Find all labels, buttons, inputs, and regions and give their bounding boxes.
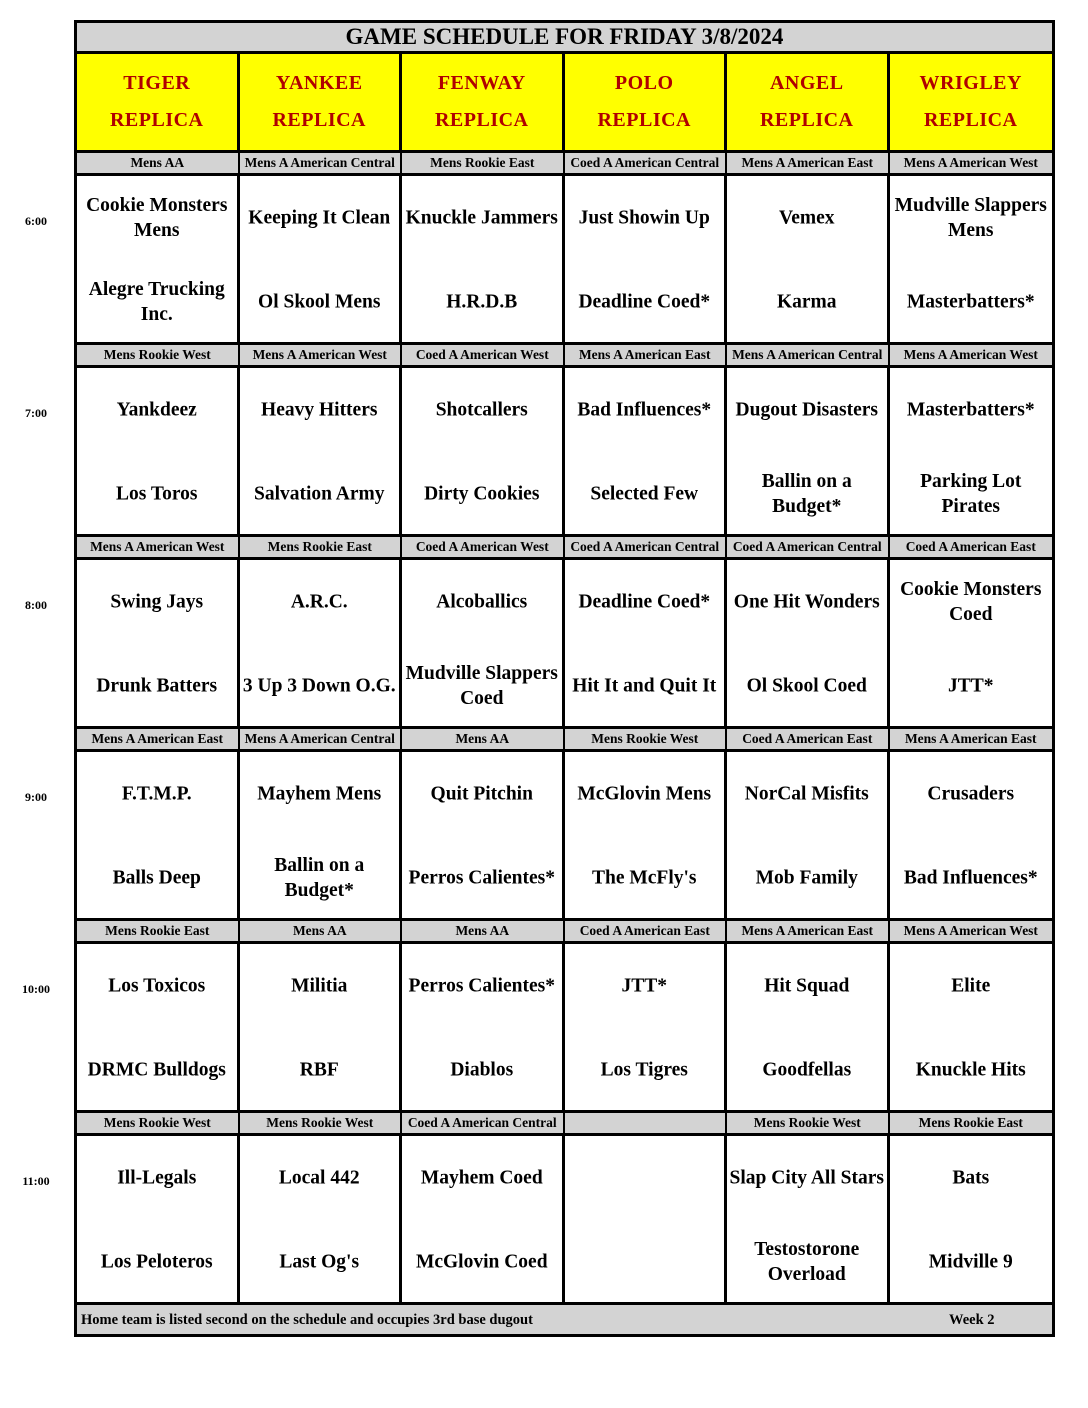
field-type: REPLICA xyxy=(597,109,691,131)
division-label: Mens Rookie East xyxy=(402,153,565,173)
away-team: Mayhem Coed xyxy=(420,1167,543,1189)
home-team: Deadline Coed* xyxy=(578,291,711,313)
home-team: Parking Lot Pirates xyxy=(920,471,1022,517)
away-team: Bad Influences* xyxy=(577,399,712,421)
home-team: Goodfellas xyxy=(762,1059,852,1081)
home-team: Los Tigres xyxy=(600,1059,688,1081)
away-team: F.T.M.P. xyxy=(121,783,192,805)
division-label: Mens A American Central xyxy=(240,729,403,749)
game-cell xyxy=(565,176,728,342)
division-label: Coed A American Central xyxy=(402,1113,565,1133)
division-label: Mens Rookie East xyxy=(77,921,240,941)
division-label: Mens Rookie East xyxy=(240,537,403,557)
game-cell xyxy=(565,560,728,726)
game-cell xyxy=(77,752,240,918)
home-team: Hit It and Quit It xyxy=(572,675,717,697)
division-label: Mens A American East xyxy=(727,921,890,941)
home-team: Los Peloteros xyxy=(100,1251,213,1273)
home-team: Drunk Batters xyxy=(96,675,218,697)
field-name: WRIGLEY xyxy=(919,72,1022,94)
away-team: Alcoballics xyxy=(436,591,528,613)
home-team: Diablos xyxy=(450,1059,514,1081)
away-team: A.R.C. xyxy=(290,591,348,613)
division-label xyxy=(565,1113,728,1133)
division-label: Mens AA xyxy=(402,729,565,749)
field-header-angel xyxy=(727,54,890,150)
away-team: Masterbatters* xyxy=(906,399,1035,421)
time-label: 7:00 xyxy=(25,406,47,420)
division-row xyxy=(74,729,1055,752)
division-label: Mens A American East xyxy=(890,729,1053,749)
time-label: 10:00 xyxy=(22,982,50,996)
home-team: Karma xyxy=(776,291,837,313)
division-row xyxy=(74,345,1055,368)
game-cell xyxy=(240,752,403,918)
division-label: Coed A American Central xyxy=(565,537,728,557)
game-cell xyxy=(402,176,565,342)
schedule-title: GAME SCHEDULE FOR FRIDAY 3/8/2024 xyxy=(74,20,1055,54)
game-cell xyxy=(890,752,1053,918)
home-team: Alegre Trucking Inc. xyxy=(88,279,225,325)
division-label: Mens AA xyxy=(402,921,565,941)
division-label: Mens A American West xyxy=(890,921,1053,941)
division-row xyxy=(74,537,1055,560)
game-cell xyxy=(727,560,890,726)
home-team: Los Toros xyxy=(116,483,198,505)
field-type: REPLICA xyxy=(109,109,204,131)
away-team: NorCal Misfits xyxy=(744,783,869,805)
division-label: Mens A American Central xyxy=(240,153,403,173)
field-name: ANGEL xyxy=(769,72,844,94)
division-label: Mens A American East xyxy=(565,345,728,365)
game-cell xyxy=(727,752,890,918)
game-cell xyxy=(890,944,1053,1110)
home-team: Dirty Cookies xyxy=(424,483,540,505)
field-header-row xyxy=(74,54,1055,153)
game-cell xyxy=(402,560,565,726)
field-header-tiger xyxy=(77,54,240,150)
game-cell xyxy=(402,752,565,918)
away-team: Knuckle Jammers xyxy=(405,207,558,229)
time-label: 9:00 xyxy=(25,790,47,804)
home-team: Testostorone Overload xyxy=(754,1239,860,1285)
away-team: Cookie Monsters Coed xyxy=(900,579,1042,625)
away-team: Militia xyxy=(291,975,348,997)
game-cell xyxy=(890,1136,1053,1302)
away-team: Bats xyxy=(952,1167,990,1189)
field-name: FENWAY xyxy=(437,72,526,94)
game-cell xyxy=(890,560,1053,726)
division-label: Mens Rookie West xyxy=(727,1113,890,1133)
away-team: Shotcallers xyxy=(435,399,528,421)
game-cell xyxy=(890,368,1053,534)
game-cell xyxy=(77,944,240,1110)
home-team: Ballin on a Budget* xyxy=(274,855,365,901)
game-cell xyxy=(565,752,728,918)
field-type: REPLICA xyxy=(923,109,1018,131)
field-header-fenway xyxy=(402,54,565,150)
game-cell xyxy=(727,944,890,1110)
away-team: JTT* xyxy=(621,975,667,997)
game-cell xyxy=(77,368,240,534)
division-label: Coed A American East xyxy=(727,729,890,749)
time-slots xyxy=(74,153,1055,1305)
division-label: Mens A American Central xyxy=(727,345,890,365)
away-team: Dugout Disasters xyxy=(735,399,878,421)
division-label: Coed A American East xyxy=(890,537,1053,557)
field-type: REPLICA xyxy=(759,109,854,131)
away-team: One Hit Wonders xyxy=(733,591,880,613)
division-label: Mens AA xyxy=(240,921,403,941)
away-team: Deadline Coed* xyxy=(578,591,711,613)
game-cell xyxy=(402,944,565,1110)
home-team: DRMC Bulldogs xyxy=(87,1059,226,1081)
home-team: Mob Family xyxy=(755,867,858,889)
field-header-wrigley xyxy=(890,54,1053,150)
time-label: 8:00 xyxy=(25,598,47,612)
week-label: Week 2 xyxy=(949,1312,995,1328)
home-team: McGlovin Coed xyxy=(415,1251,548,1273)
home-team: Last Og's xyxy=(279,1251,360,1273)
game-row xyxy=(74,752,1055,921)
game-cell xyxy=(240,1136,403,1302)
away-team: Slap City All Stars xyxy=(729,1167,884,1189)
game-cell xyxy=(240,560,403,726)
division-label: Mens A American West xyxy=(890,153,1053,173)
away-team: Mudville Slappers Mens xyxy=(894,195,1047,241)
away-team: Ill-Legals xyxy=(117,1167,197,1189)
home-team: Selected Few xyxy=(590,483,699,505)
home-team: Ol Skool Mens xyxy=(258,291,381,313)
away-team: Vemex xyxy=(778,207,835,229)
division-row xyxy=(74,921,1055,944)
field-header-polo xyxy=(565,54,728,150)
division-label: Mens Rookie East xyxy=(890,1113,1053,1133)
division-label: Mens Rookie West xyxy=(77,1113,240,1133)
game-row xyxy=(74,944,1055,1113)
away-team: Swing Jays xyxy=(110,591,204,613)
game-cell xyxy=(402,368,565,534)
game-cell xyxy=(77,176,240,342)
home-team: Ol Skool Coed xyxy=(746,675,867,697)
away-team: Los Toxicos xyxy=(108,975,206,997)
division-label: Coed A American East xyxy=(565,921,728,941)
home-team: Perros Calientes* xyxy=(408,867,555,889)
home-team: H.R.D.B xyxy=(446,291,518,313)
home-team: The McFly's xyxy=(591,867,697,889)
field-name: YANKEE xyxy=(275,72,363,94)
away-team: McGlovin Mens xyxy=(577,783,712,805)
home-team: Knuckle Hits xyxy=(915,1059,1026,1081)
division-label: Mens A American East xyxy=(727,153,890,173)
division-label: Mens AA xyxy=(77,153,240,173)
home-team: Midville 9 xyxy=(928,1251,1013,1273)
division-label: Mens Rookie West xyxy=(240,1113,403,1133)
home-team: Ballin on a Budget* xyxy=(761,471,852,517)
field-name: POLO xyxy=(614,72,674,94)
home-team: Balls Deep xyxy=(112,867,201,889)
home-team: Salvation Army xyxy=(253,483,385,505)
game-cell xyxy=(565,368,728,534)
game-row xyxy=(74,1136,1055,1305)
time-label: 6:00 xyxy=(25,214,47,228)
field-type: REPLICA xyxy=(272,109,366,131)
field-header-yankee xyxy=(240,54,403,150)
game-row xyxy=(74,560,1055,729)
division-label: Mens Rookie West xyxy=(77,345,240,365)
division-label: Coed A American Central xyxy=(565,153,728,173)
away-team: Heavy Hitters xyxy=(261,399,378,421)
home-team-note: Home team is listed second on the schedule and occupies 3rd base dugout xyxy=(81,1312,533,1328)
game-cell xyxy=(565,944,728,1110)
away-team: Keeping It Clean xyxy=(248,207,391,229)
away-team: Perros Calientes* xyxy=(408,975,555,997)
division-label: Coed A American Central xyxy=(727,537,890,557)
game-cell xyxy=(727,368,890,534)
home-team: Bad Influences* xyxy=(903,867,1038,889)
game-cell xyxy=(77,1136,240,1302)
away-team: Local 442 xyxy=(278,1167,360,1189)
division-label: Coed A American West xyxy=(402,345,565,365)
game-cell xyxy=(727,176,890,342)
game-cell xyxy=(890,176,1053,342)
away-team: Just Showin Up xyxy=(578,207,710,229)
division-label: Mens A American West xyxy=(77,537,240,557)
division-label: Coed A American West xyxy=(402,537,565,557)
game-cell xyxy=(240,944,403,1110)
field-type: REPLICA xyxy=(434,109,529,131)
away-team: Mayhem Mens xyxy=(257,783,382,805)
away-team: Crusaders xyxy=(927,783,1015,805)
away-team: Quit Pitchin xyxy=(430,783,533,805)
schedule-table xyxy=(74,20,1055,1337)
home-team: Masterbatters* xyxy=(906,291,1035,313)
game-row xyxy=(74,176,1055,345)
division-label: Mens A American West xyxy=(240,345,403,365)
time-label: 11:00 xyxy=(22,1174,50,1188)
home-team: JTT* xyxy=(947,675,994,697)
away-team: Yankdeez xyxy=(116,399,197,421)
game-cell xyxy=(240,368,403,534)
away-team: Hit Squad xyxy=(764,975,850,997)
home-team: Mudville Slappers Coed xyxy=(405,663,558,709)
game-row xyxy=(74,368,1055,537)
game-cell xyxy=(565,1136,728,1302)
away-team: Cookie Monsters Mens xyxy=(86,195,228,241)
division-label: Mens A American West xyxy=(890,345,1053,365)
division-label: Mens A American East xyxy=(77,729,240,749)
game-cell xyxy=(402,1136,565,1302)
schedule-footer xyxy=(74,1305,1055,1337)
field-name: TIGER xyxy=(123,72,191,94)
division-label: Mens Rookie West xyxy=(565,729,728,749)
game-cell xyxy=(240,176,403,342)
division-row xyxy=(74,153,1055,176)
home-team: RBF xyxy=(299,1059,339,1081)
home-team: 3 Up 3 Down O.G. xyxy=(242,675,396,697)
away-team: Elite xyxy=(951,975,991,997)
division-row xyxy=(74,1113,1055,1136)
game-cell xyxy=(727,1136,890,1302)
game-cell xyxy=(77,560,240,726)
